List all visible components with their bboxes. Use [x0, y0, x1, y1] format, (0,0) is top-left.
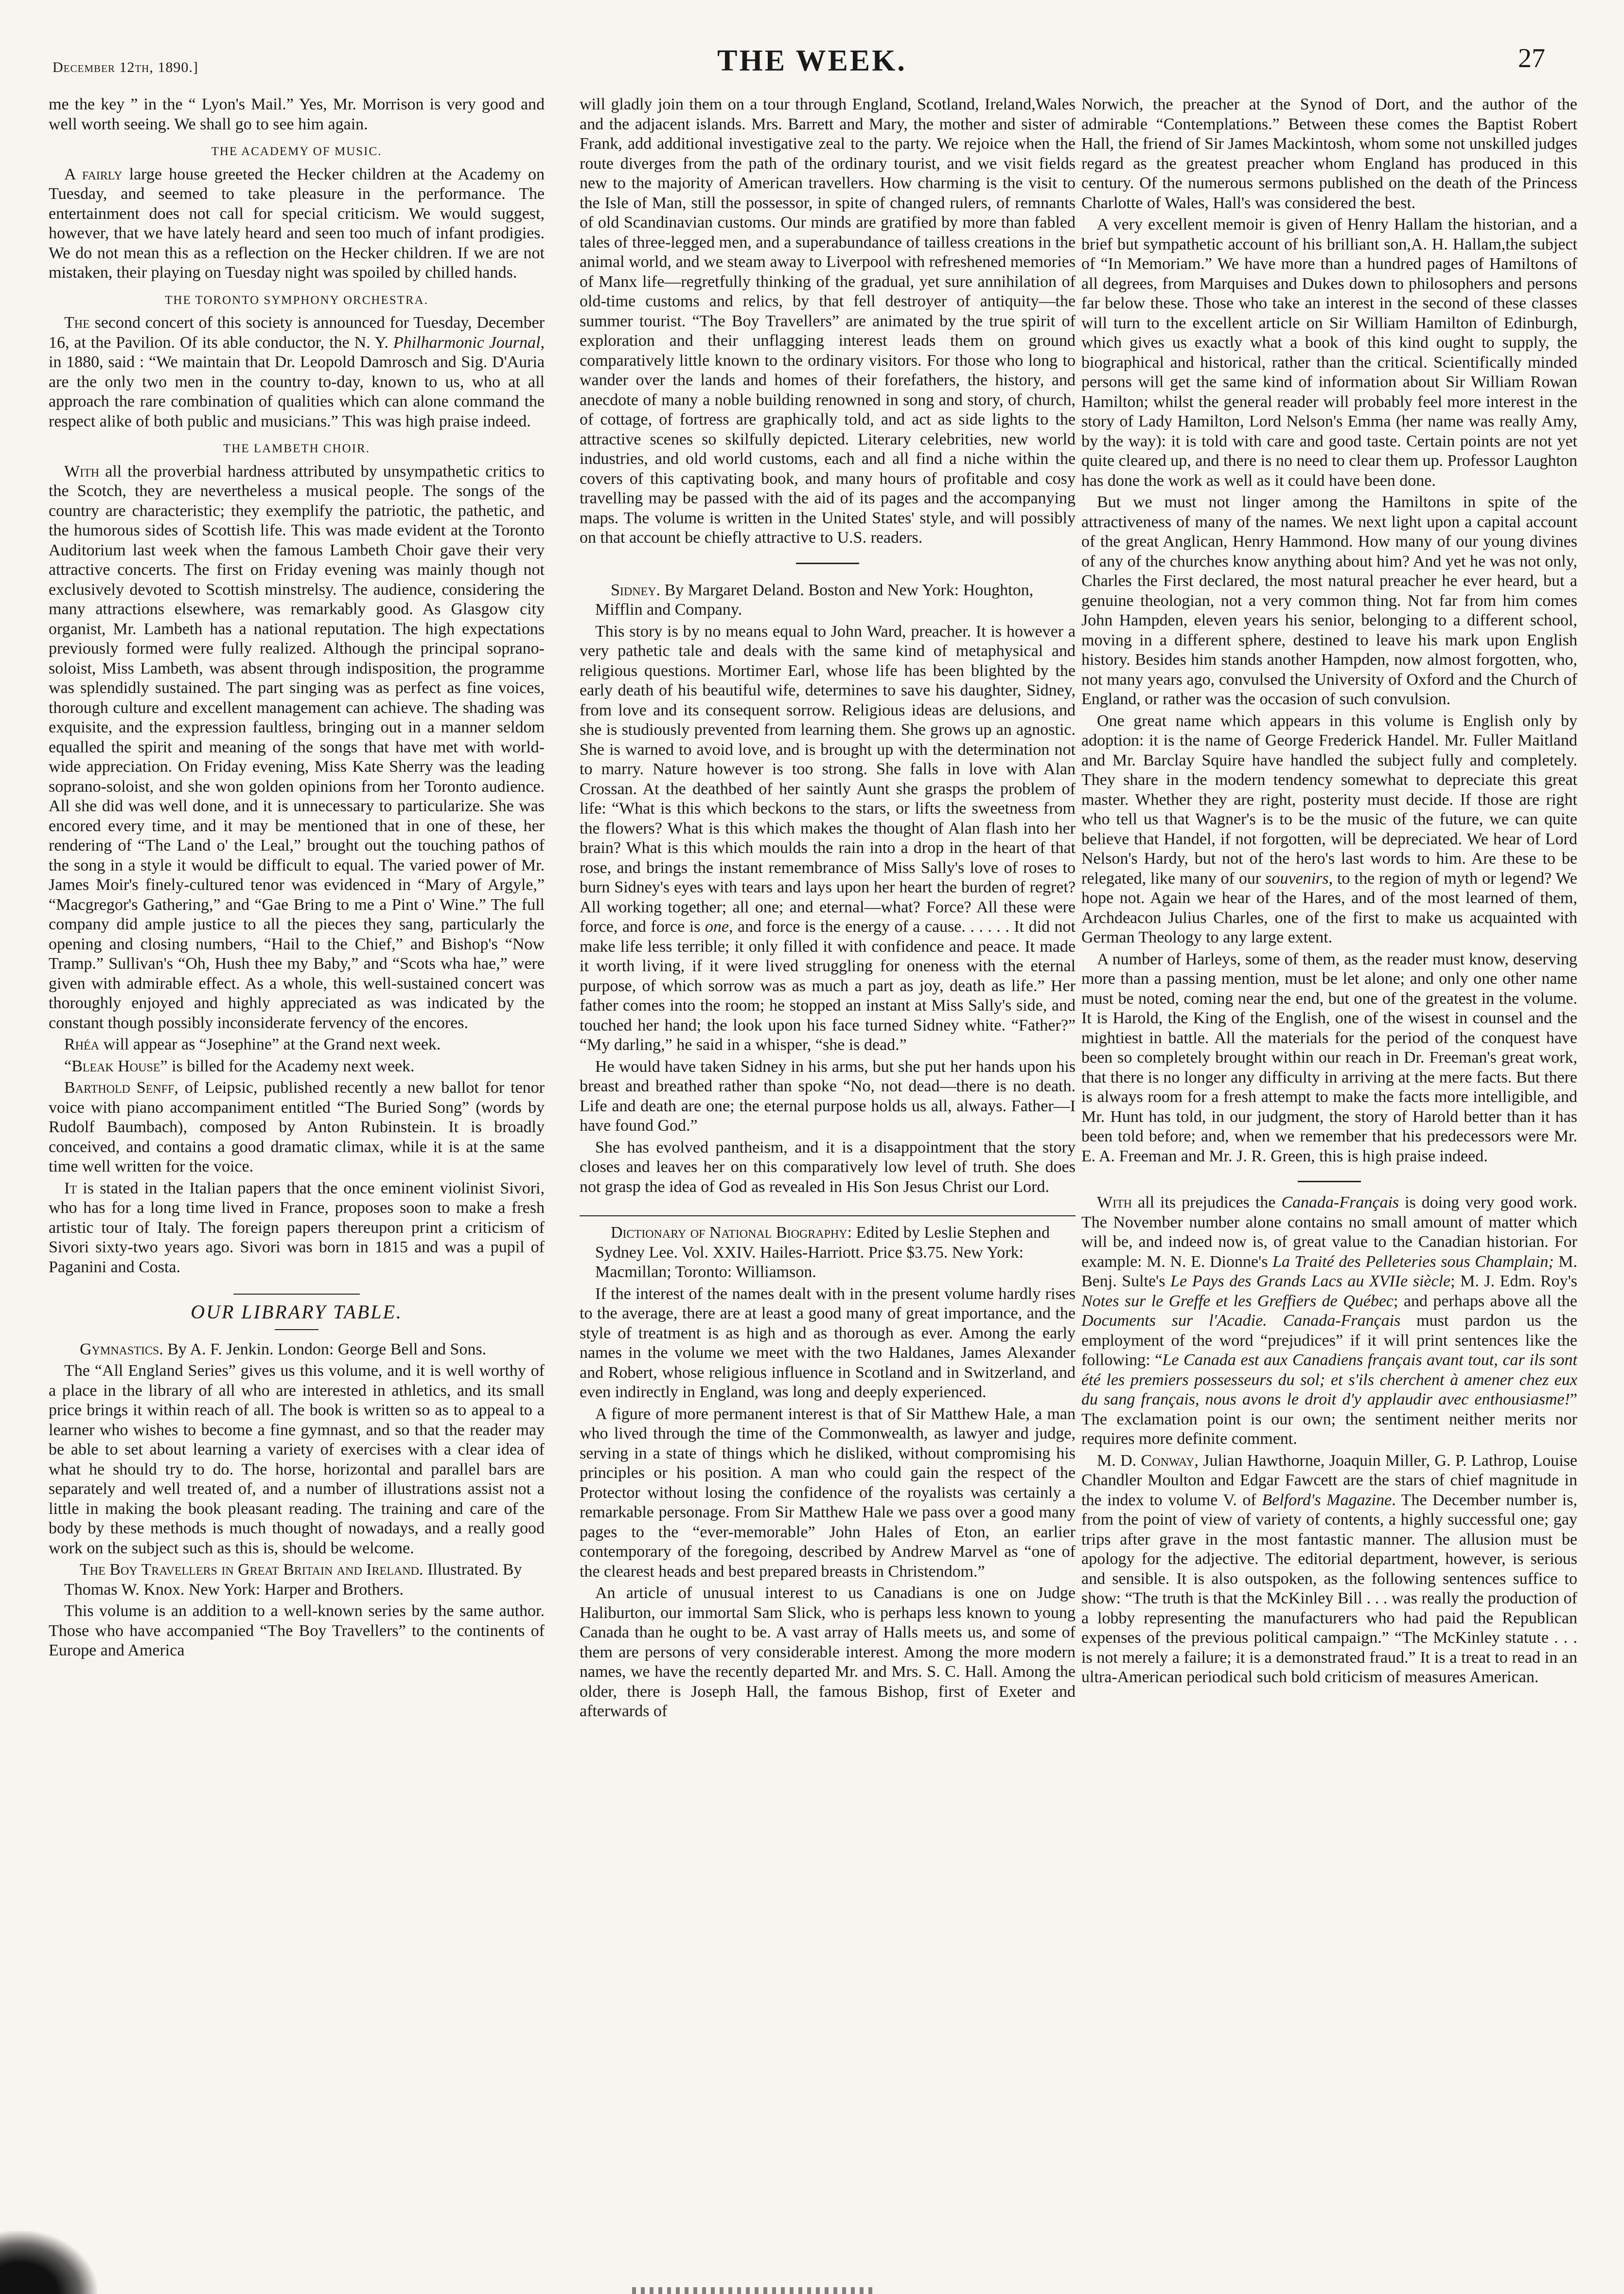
paragraph-text: , to the region of myth or legend? We hope not. Again we hear of the Hares, and of the most learned of them, Archdeacon Julius Charles, one of the first to make us acquainted with German Theology to any large extent.	[1081, 869, 1577, 946]
issue-date: December 12th, 1890.]	[53, 59, 198, 75]
book-entry-dictionary	[580, 1223, 1076, 1282]
page-number: 27	[1518, 43, 1545, 73]
lead-word: It	[64, 1179, 77, 1197]
article-title: Documents sur l'Acadie.	[1081, 1312, 1267, 1330]
paragraph-sivori	[49, 1179, 545, 1278]
column-middle	[580, 95, 1076, 1724]
periodical-title: Canada-Français	[1283, 1312, 1401, 1330]
book-details: Edited by Leslie Stephen and Sydney Lee. Vol. XXIV. Hailes-Harriott. Price $3.75. New York: Macmillan; Toronto: Williamson.	[595, 1224, 1050, 1281]
section-heading-lambeth: THE LAMBETH CHOIR.	[223, 442, 370, 455]
paragraph-rhea	[49, 1035, 545, 1055]
paragraph-canada-francais	[1081, 1193, 1577, 1449]
article-title: Le Pays des Grands Lacs au XVIIe siècle	[1170, 1272, 1451, 1290]
paragraph-text: second concert of this society is announced for Tuesday, December 16, at the Pavilion. Of its able conductor, the N. Y.	[49, 314, 545, 352]
paragraph-belfords	[1081, 1451, 1577, 1688]
lead-word: The	[64, 314, 90, 332]
divider	[796, 563, 859, 564]
section-heading-academy: THE ACADEMY OF MUSIC.	[211, 145, 382, 158]
paragraph-dictionary-haliburton: An article of unusual interest to us Canadians is one on Judge Haliburton, our immortal Sam Slick, who is perhaps less known to young Canada than he ought to be. A vast array of Halls meets us, and some of them are persons of very considerable interest. Among the more modern names, we have the recently departed Mr. and Mrs. S. C. Hall. Among the older, there is Joseph Hall, the famous Bishop, first of Exeter and afterwards of	[580, 1584, 1076, 1720]
paragraph-text: , and force is the energy of a cause. . . . . . It did not make life less terrible; it only filled it with confidence and peace. It made it worth living, if it were lived struggling for oneness with the eternal purpose, of which sorrow was as much a part as joy, death as life.” Her father comes into the room; he stopped an instant at Miss Sally's side, and touched her hand; the look upon his face turned Sidney white. “Father?” “My darling,” he said in a whisper, “she is dead.”	[580, 918, 1076, 1054]
paragraph-text: One great name which appears in this volume is English only by adoption: it is the name of George Frederick Handel. Mr. Fuller Maitland and Mr. Barclay Squire have handled the subject fully and completely. They share in the modern tendency somewhat to depreciate this great master. Whether they are right, posterity must decide. If those are right who tell us that Wagner's is to be the music of the future, we can quite believe that Handel, if not forgotten, will be depreciated. We hear of Lord Nelson's Hardy, but not of the hero's last words to him. Are these to be relegated, like many of our	[1081, 711, 1577, 888]
paragraph-hammond: But we must not linger among the Hamiltons in spite of the attractiveness of many of the names. We next light upon a capital account of the great Anglican, Henry Hammond. How many of our young divines of any of the churches know anything about him? And yet he was not only, Charles the First declared, the most natural preacher he ever heard, but a genuine theologian, not a very common thing. Not far from him comes John Hampden, eleven years his senior, belonging to a different school, moving in a different sphere, destined to leave his mark upon English history. Besides him stands another Hampden, now almost forgotten, who, not many years ago, convulsed the University of Oxford and the Church of England, or rather was the occasion of such convulsion.	[1081, 493, 1577, 708]
section-heading-symphony: THE TORONTO SYMPHONY ORCHESTRA.	[165, 293, 428, 307]
book-details: By A. F. Jenkin. London: George Bell and Sons.	[163, 1340, 487, 1358]
lead-word: With	[1097, 1193, 1132, 1211]
paragraph-text: must pardon us the employment of the word “prejudices” if it will print sentences like the following: “	[1081, 1312, 1577, 1369]
paragraph-sidney-review-3: She has evolved pantheism, and it is a disappointment that the story closes and leaves her on this comparatively low level of truth. She does not grasp the idea of God as revealed in His Son Jesus Christ our Lord.	[580, 1138, 1076, 1196]
divider	[233, 1294, 360, 1295]
lead-word: Rhéa	[64, 1035, 100, 1053]
book-entry-sidney	[580, 581, 1076, 620]
masthead-title: THE WEEK.	[717, 44, 907, 77]
paragraph-text: all its prejudices the	[1132, 1193, 1282, 1211]
paragraph-text: large house greeted the Hecker children at the Academy on Tuesday, and seemed to take pleasure in the performance. The entertainment does not call for special criticism. We would suggest, however, that we have lately heard and seen too much of infant prodigies. We do not mean this as a reflection on the Hecker children. If we are not mistaken, their playing on Tuesday night was spoiled by chilled hands.	[49, 165, 545, 282]
paragraph-text: , in 1880, said : “We maintain that Dr. Leopold Damrosch and Sig. D'Auria are the only two men in the country to-day, known to us, who at all approach the rare combination of qualities which can alone command the respect alike of both public and musicians.” This was high praise indeed.	[49, 333, 545, 430]
paragraph-text: ” The exclamation point is our own; the sentiment neither merits nor requires more definite comment.	[1081, 1390, 1577, 1448]
book-details: Illustrated. By Thomas W. Knox. New York: Harper and Brothers.	[64, 1561, 522, 1599]
paragraph-text: of Leipsic, published recently a new ballot for tenor voice with piano accompaniment entitled “The Buried Song” (words by Rudolf Baumbach), composed by Anton Rubinstein. It is broadly conceived, and contains a good dramatic climax, while it is at the same time well written for the voice.	[49, 1079, 545, 1175]
paragraph-text: will appear as “Josephine” at the Grand next week.	[99, 1035, 441, 1053]
emphasis: one	[705, 918, 729, 936]
paragraph-text: is stated in the Italian papers that the once eminent violinist Sivori, who has for a long time lived in France, proposes soon to make a fresh artistic tour of Italy. The foreign papers thereupon print a criticism of Sivori sixty-two years ago. Sivori was born in 1815 and was a pupil of Paganini and Costa.	[49, 1179, 545, 1276]
book-title: Sidney.	[611, 581, 661, 599]
paragraph-handel	[1081, 711, 1577, 948]
column-left	[49, 95, 545, 1663]
french-quotation: Le Canada est aux Canadiens français avant tout, car ils sont été les premiers possesseurs du sol; et s'ils cherchent à amener chez eux du sang français, nous avons le droit d'y applaudir avec enthousiasme!	[1081, 1351, 1577, 1408]
divider	[1298, 1181, 1361, 1182]
paragraph-boy-travellers-review: This volume is an addition to a well-known series by the same author. Those who have accompanied “The Boy Travellers” to the continents of Europe and America	[49, 1602, 545, 1659]
paragraph-text: ; M. J. Edm. Roy's	[1450, 1272, 1577, 1290]
paragraph-text: Julian Hawthorne, Joaquin Miller, G. P. Lathrop, Louise Chandler Moulton and Edgar Fawcett are the stars of chief magnitude in the index to volume V. of	[1081, 1451, 1577, 1509]
book-title: Gymnastics.	[80, 1340, 163, 1358]
paragraph-text: is billed for the Academy next week.	[167, 1057, 415, 1075]
paragraph-text: . The December number is, from the point of view of variety of contents, a highly successful one; gay trips after grave in the most fantastic manner. The allusion must be apology for the adjective. The editorial department, however, is serious and sensible. It is also outspoken, as the following sentences suffice to show: “The truth is that the McKinley Bill . . . was really the production of a lobby representing the manufacturers who had paid the Republican expenses of the previous political campaign.” “The McKinley statute . . . is not merely a failure; it is a demonstrated fraud.” It is a treat to read in an ultra-American periodical such bold criticism of measures American.	[1081, 1491, 1577, 1686]
book-entry-gymnastics	[49, 1340, 545, 1360]
scan-edge-marks	[632, 2287, 875, 2294]
book-details: By Margaret Deland. Boston and New York: Houghton, Mifflin and Company.	[595, 581, 1034, 619]
article-title: La Traité des Pelleteries sous Champlain;	[1272, 1252, 1554, 1271]
periodical-title: Canada-Français	[1281, 1193, 1399, 1211]
scan-ink-blot	[0, 2231, 97, 2294]
paragraph-dictionary-hale: A figure of more permanent interest is that of Sir Matthew Hale, a man who lived through the time of the Commonwealth, as lawyer and judge, serving in a state of things which he disliked, without compromising his principles or his position. A man who could gain the respect of the Protector without losing the confidence of the royalists was certainly a remarkable personage. From Sir Matthew Hale we pass over a good many pages to the “ever-memorable” John Hales of Eton, an earlier contemporary of the foregoing, described by Andrew Marvel as “one of the clearest heads and best prepared breasts in Christendom.”	[580, 1405, 1076, 1581]
periodical-title: Belford's Magazine	[1262, 1491, 1392, 1509]
book-title: Dictionary of National Biography:	[611, 1224, 852, 1242]
library-table-heading: OUR LIBRARY TABLE.	[191, 1301, 403, 1323]
paragraph-harold: A number of Harleys, some of them, as the reader must know, deserving more than a passing mention, must be let alone; and only one other name must be noted, coming near the end, but one of the greatest in the volume. It is Harold, the King of the English, one of the wisest in counsel and the mightiest in battle. All the materials for the period of the conquest have been so completely brought within our reach in Dr. Freeman's great work, that there is no longer any difficulty in arriving at the mere facts. But there is always room for a fresh attempt to make the facts more intelligible, and Mr. Hunt has told, in our judgment, the story of Harold better than it has been told before; and, when we remember that his predecessors were Mr. E. A. Freeman and Mr. J. R. Green, this is high praise indeed.	[1081, 950, 1577, 1165]
paragraph-boy-travellers-continued: will gladly join them on a tour through England, Scotland, Ireland,Wales and the adjacent islands. Mrs. Barrett and Mary, the mother and sister of Frank, add additional investigative zeal to the party. We rejoice when the route diverges from the path of the ordinary tourist, and we visit fields new to the majority of American travellers. How charming is the visit to the Isle of Man, still the possessor, in spite of changed rulers, of remnants of old Scandinavian customs. Our minds are gratified by more than fabled tales of three-legged men, and a superabundance of tailless creations in the animal world, and we steam away to Liverpool with refreshened memories of Manx life—regretfully thinking of the gradual, yet sure annihilation of old-time customs and relics, by that fell destroyer of antiquity—the summer tourist. “The Boy Travellers” are animated by the true spirit of exploration and their unflagging interest leads them on ground comparatively little known to the ordinary visitors. For those who long to wander over the lands and homes of their forefathers, the history, and anecdote of many a noble building renowned in song and story, of church, of cottage, of fortress are graphically told, and act as side lights to the attractive scenes so skilfully depicted. Literary celebrities, new world industries, and old world customs, each and all find a niche within the covers of this captivating book, and many hours of profitable and cosy travelling may be passed with the aid of its pages and the accompanying maps. The volume is written in the United States' style, and will possibly on that account be chiefly attractive to U.S. readers.	[580, 95, 1076, 547]
divider	[580, 1215, 1076, 1216]
paragraph-text: is doing very good work. The November number alone contains no small amount of matter which will be, and indeed now is, of great value to the Canadian historian. For example: M. N. E. Dionne's	[1081, 1193, 1577, 1271]
paragraph-text: M. Benj. Sulte's	[1081, 1252, 1577, 1290]
emphasis: souvenirs	[1265, 869, 1329, 888]
paragraph-sidney-review	[580, 622, 1076, 1055]
paragraph-text: This story is by no means equal to John Ward, preacher. It is however a very pathetic tale and deals with the same kind of metaphysical and religious questions. Mortimer Earl, whose life has been blighted by the early death of his beautiful wife, determines to save his daughter, Sidney, from love and its consequent sorrow. Religious ideas are delusions, and she is studiously prevented from learning them. She grows up an agnostic. She is warned to avoid love, and is brought up with the determination not to marry. Nature however is too strong. She falls in love with Alan Crossan. At the deathbed of her saintly Aunt she grasps the problem of life: “What is this which beckons to the stars, or lifts the sweetness from the flowers? What is this which makes the thought of Alan flash into her brain? What is this which moulds the rain into a drop in the heart of that rose, and brings the instant remembrance of Miss Sally's love of roses to burn Sidney's eyes with tears and lays upon her heart the burden of regret? All working together; all one; and eternal—what? Force? All these were force, and force is	[580, 622, 1076, 936]
paragraph-lyons-mail: me the key ” in the “ Lyon's Mail.” Yes, Mr. Morrison is very good and well worth seeing. We shall go to see him again.	[49, 95, 545, 133]
journal-title: Philharmonic Journal	[393, 333, 541, 352]
paragraph-text: all the proverbial hardness attributed by unsympathetic critics to the Scotch, they are nevertheless a musical people. The songs of the country are characteristic; they exemplify the patriotic, the pathetic, and the humorous sides of Scottish life. This was made evident at the Toronto Auditorium last week when the famous Lambeth Choir gave their very attractive concerts. The first on Friday evening was mainly though not exclusively devoted to Scottish minstrelsy. The audience, considering the many attractions elsewhere, was remarkably good. As Glasgow city organist, Mr. Lambeth has a national reputation. The high expectations previously formed were fully realized. Although the principal soprano-soloist, Miss Lambeth, was absent through indisposition, the programme was splendidly sustained. The part singing was as perfect as fine voices, thorough culture and excellent management can achieve. The shading was exquisite, and the expression faultless, bringing out in a manner seldom equalled the spirit and meaning of the songs that have met with world-wide appreciation. On Friday evening, Miss Kate Sherry was the leading soprano-soloist, and she won golden opinions from her Toronto audience. All she did was well done, and it is unnecessary to particularize. She was encored every time, and it may be mentioned that in one of these, her rendering of “The Land o' the Leal,” brought out the touching pathos of the song in a style it would be difficult to equal. The varied power of Mr. James Moir's finely-cultured tenor was evidenced in “Mary of Argyle,” “Macgregor's Gathering,” and “Gae Bring to me a Pint o' Wine.” The full company did ample justice to all the pieces they sang, particularly the opening and closing numbers, “Hail to the Chief,” and Bishop's “Now Tramp.” Sullivan's “Oh, Hush thee my Baby,” and “Scots wha hae,” were given with admirable effect. As a whole, this well-sustained concert was thoroughly enjoyed and highly appreciated as was indicated by the constant though possibly inconsiderate fervency of the encores.	[49, 462, 545, 1032]
paragraph-dictionary-review: If the interest of the names dealt with in the present volume hardly rises to the average, there are at least a good many of great importance, and the style of treatment is as high and as thorough as ever. Among the early names in the volume we meet with the two Haldanes, James Alexander and Robert, whose religious influence in Scotland and in Switzerland, and even indirectly in England, was long and deeply experienced.	[580, 1284, 1076, 1401]
divider	[275, 1329, 318, 1330]
article-title: Notes sur le Greffe et les Greffiers de Québec	[1081, 1292, 1394, 1310]
paragraph-text	[1267, 1312, 1283, 1330]
paragraph-bleak-house	[49, 1057, 545, 1077]
column-right	[1081, 95, 1577, 1689]
page-header	[0, 34, 1624, 78]
paragraph-gymnastics-review: The “All England Series” gives us this volume, and it is well worthy of a place in the library of all who are interested in athletics, and its small price brings it within reach of all. The book is written so as to appeal to a learner who wishes to become a fine gymnast, and so that the reader may be able to set about learning a variety of exercises with a clear idea of what he should try to do. The horse, horizontal and parallel bars are separately and well treated of, and a number of illustrations assist not a little in making the book pleasant reading. The training and care of the body by these methods is much thought of nowadays, and a really good work on the subject such as this is, should be welcome.	[49, 1362, 545, 1557]
paragraph-hallam: A very excellent memoir is given of Henry Hallam the historian, and a brief but sympathetic account of his brilliant son,A. H. Hallam,the subject of “In Memoriam.” We have more than a hundred pages of Hamiltons of all degrees, from Marquises and Dukes down to philosophers and persons far below these. Those who take an interest in the second of these classes will turn to the excellent article on Sir William Hamilton of Edinburgh, which gives us exactly what a book of this kind ought to supply, the biographical and historical, rather than the critical. Scientifically minded persons will get the same kind of information about Sir William Rowan Hamilton; whilst the general reader will probably feel more interest in the story of Lady Hamilton, Lord Nelson's Emma (her name was really Amy, by the way): it is told with care and good taste. Certain points are not yet quite cleared up, and there is no need to clear them up. Professor Laughton has done the work as well as it could have been done.	[1081, 215, 1577, 490]
paragraph-lambeth	[49, 462, 545, 1033]
lead-word: Barthold Senff,	[64, 1079, 178, 1097]
paragraph-hall-continued: Norwich, the preacher at the Synod of Dort, and the author of the admirable “Contemplations.” Between these comes the Baptist Robert Hall, the friend of Sir James Mackintosh, whom some not unskilled judges regard as the greatest preacher whom England has produced in this century. Of the numerous sermons published on the death of the Princess Charlotte of Wales, Hall's was considered the best.	[1081, 95, 1577, 212]
lead-word: M. D. Conway,	[1097, 1451, 1199, 1470]
book-entry-boy-travellers	[49, 1560, 545, 1600]
paragraph-senff	[49, 1078, 545, 1177]
lead-word: With	[64, 462, 100, 480]
lead-word: “Bleak House”	[64, 1057, 168, 1075]
paragraph-text: ; and perhaps above all the	[1394, 1292, 1577, 1310]
paragraph-academy	[49, 165, 545, 283]
lead-word: A fairly	[64, 165, 123, 183]
book-title: The Boy Travellers in Great Britain and Ireland.	[80, 1561, 424, 1579]
paragraph-symphony	[49, 313, 545, 431]
paragraph-sidney-review-2: He would have taken Sidney in his arms, but she put her hands upon his breast and breathed rather than spoke “No, not dead—there is no death. Life and death are one; the eternal purpose holds us all, always. Father—I have found God.”	[580, 1057, 1076, 1135]
